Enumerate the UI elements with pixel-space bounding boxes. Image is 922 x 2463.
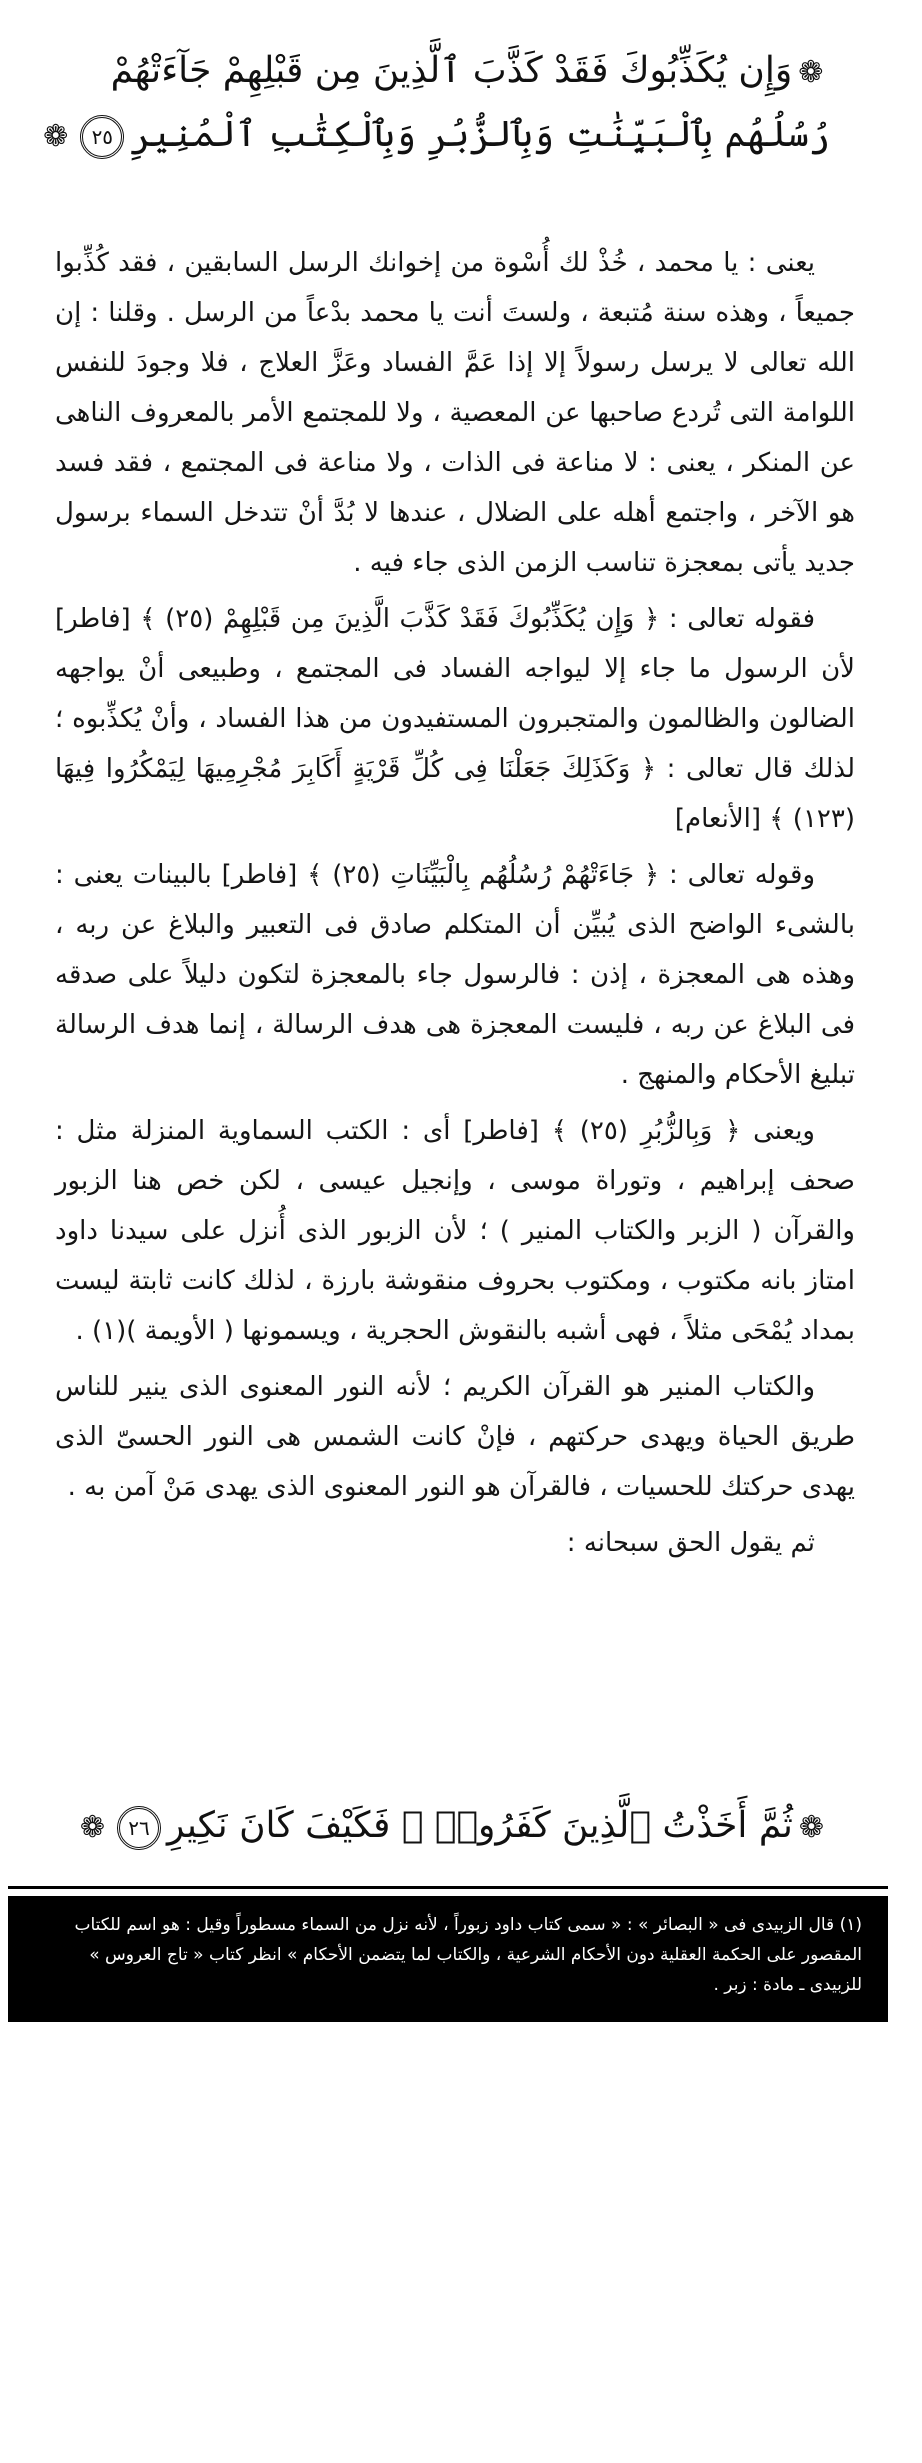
verse-ornament-end-icon: ❁: [43, 119, 69, 154]
paragraph-1: [55, 238, 855, 588]
paragraph-1-text: يعنى : يا محمد ، خُذْ لك أُسْوة من إخوانك الرسل السابقين ، فقد كُذِّبوا جميعاً ، وهذه سنة مُتبعة ، ولستَ أنت يا محمد بدْعاً من الرسل . وقلنا : إن الله تعالى لا يرسل رسولاً إلا إذا عَمَّ الفساد وعَزَّ العلاج ، فلا وجودَ للنفس اللوامة التى تُردع صاحبها عن المعصية ، ولا للمجتمع الأمر بالمعروف الناهى عن المنكر ، يعنى : لا مناعة فى الذات ، ولا مناعة فى المجتمع ، فقد فسد هو الآخر ، واجتمع أهله على الضلال ، عندها لا بُدَّ أنْ تتدخل السماء برسول جديد يأتى بمعجزة تناسب الزمن الذى جاء فيه .: [55, 248, 855, 578]
paragraph-3: [55, 850, 855, 1100]
paragraph-3-text: وقوله تعالى : ﴿ جَاءَتْهُمْ رُسُلُهُم بِالْبَيِّنَاتِ (٢٥) ﴾ [فاطر] بالبينات يعنى : بالشىء الواضح الذى يُبيِّن أن المتكلم صادق فى التعبير والبلاغ عن ربه ، وهذه هى المعجزة ، إذن : فالرسول جاء بالمعجزة لتكون دليلاً على صدقه فى البلاغ عن ربه ، فليست المعجزة هى هدف الرسالة ، إنما هدف الرسالة تبليغ الأحكام والمنهج .: [55, 860, 855, 1090]
paragraph-5: [55, 1362, 855, 1512]
footnote: [8, 1896, 888, 2022]
verse-ornament-icon: ❁: [798, 55, 824, 90]
paragraph-4: [55, 1106, 855, 1356]
paragraph-6: [55, 1518, 855, 1568]
footnote-text: (١) قال الزبيدى فى « البصائر » : « سمى كتاب داود زبوراً ، لأنه نزل من السماء مسطوراً وقيل : هو اسم للكتاب المقصور على الحكمة العقلية دون الأحكام الشرعية ، والكتاب لما يتضمن الأحكام » انظر كتاب « تاج العروس » للزبيدى ـ مادة : زبر .: [74, 1915, 862, 1995]
paragraph-2: [55, 594, 855, 844]
top-verse: [43, 40, 830, 168]
footnote-divider: [8, 1886, 888, 1889]
body-text: [55, 238, 855, 1574]
paragraph-4-text: ويعنى ﴿ وَبِالزُّبُرِ (٢٥) ﴾ [فاطر] أى : الكتب السماوية المنزلة مثل : صحف إبراهيم ، وتوراة موسى ، وإنجيل عيسى ، لكن خص هنا الزبور والقرآن ( الزبر والكتاب المنير ) ؛ لأن الزبور الذى أُنزل على سيدنا داود امتاز بانه مكتوب ، ومكتوب بحروف منقوشة بارزة ، لذلك كانت ثابتة ليست بمداد يُمْحَى مثلاً ، فهى أشبه بالنقوش الحجرية ، ويسمونها ( الأويمة )(١) .: [55, 1116, 855, 1346]
bottom-verse-line-1-text: ثُمَّ أَخَذْتُ ٱلَّذِينَ كَفَرُوا۟ ۖ فَكَيْفَ كَانَ نَكِيرِ: [167, 1805, 793, 1846]
paragraph-6-text: ثم يقول الحق سبحانه :: [566, 1528, 815, 1558]
top-verse-line-1-text: وَإِن يُكَذِّبُوكَ فَقَدْ كَذَّبَ ٱلَّذِينَ مِن قَبْلِهِمْ جَآءَتْهُمْ: [110, 50, 793, 91]
top-verse-line-2: [43, 104, 830, 168]
ayah-number-badge: ٢٥: [80, 115, 124, 159]
top-verse-line-2-text: رُسُلُهُم بِٱلْبَيِّنَٰتِ وَبِٱلزُّبُرِ وَبِٱلْكِتَٰبِ ٱلْمُنِيرِ: [130, 114, 830, 155]
paragraph-2-text: فقوله تعالى : ﴿ وَإِن يُكَذِّبُوكَ فَقَدْ كَذَّبَ الَّذِينَ مِن قَبْلِهِمْ (٢٥) ﴾ [فاطر] لأن الرسول ما جاء إلا ليواجه الفساد فى المجتمع ، وطبيعى أنْ يواجهه الضالون والظالمون والمتجبرون المستفيدون من هذا الفساد ، وأنْ يُكذِّبوه ؛ لذلك قال تعالى : ﴿ وَكَذَلِكَ جَعَلْنَا فِى كُلِّ قَرْيَةٍ أَكَابِرَ مُجْرِمِيهَا لِيَمْكُرُوا فِيهَا (١٢٣) ﴾ [الأنعام]: [55, 604, 855, 834]
verse-ornament-icon: ❁: [798, 1810, 824, 1845]
top-verse-line-1: [110, 40, 830, 104]
bottom-verse: [79, 1795, 830, 1859]
ayah-number-badge: ٢٦: [117, 1806, 161, 1850]
verse-ornament-end-icon: ❁: [79, 1810, 106, 1845]
bottom-verse-line-1: [79, 1795, 830, 1859]
paragraph-5-text: والكتاب المنير هو القرآن الكريم ؛ لأنه النور المعنوى الذى ينير للناس طريق الحياة ويهدى حركتهم ، فإنْ كانت الشمس هى النور الحسىّ الذى يهدى حركتك للحسيات ، فالقرآن هو النور المعنوى الذى يهدى مَنْ آمن به .: [55, 1372, 855, 1502]
